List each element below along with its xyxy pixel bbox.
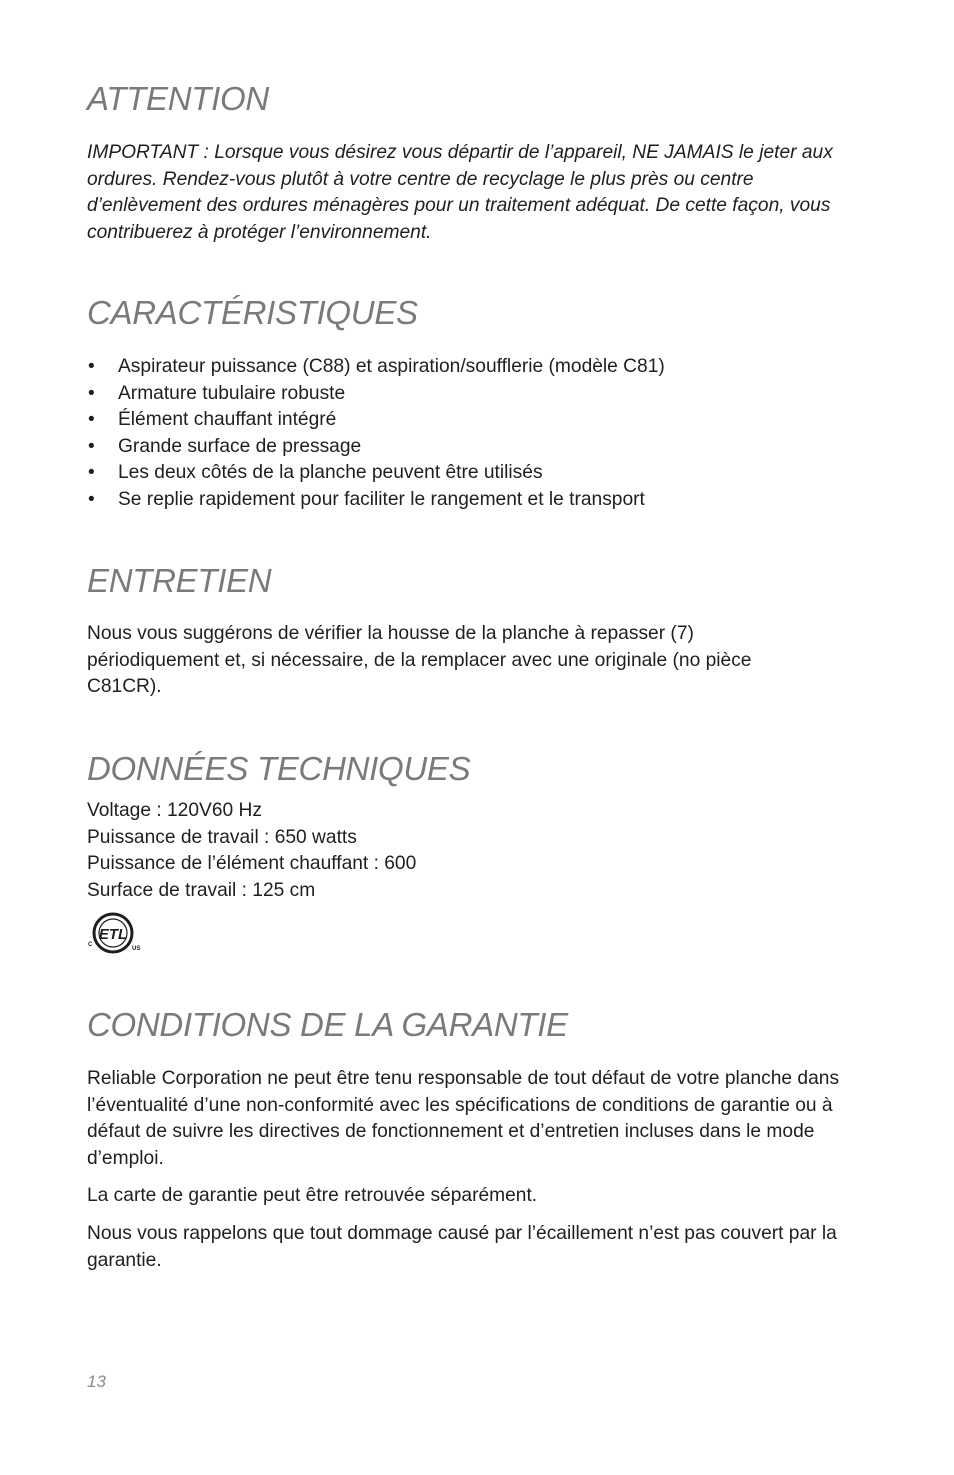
spec-heating-power: Puissance de l’élément chauffant : 600 [87,853,417,874]
list-item: • Les deux côtés de la planche peuvent être utilisés [87,460,665,487]
tech-specs [87,798,416,904]
attention-text: IMPORTANT : Lorsque vous désirez vous départir de l’appareil, NE JAMAIS le jeter aux ordures. Rendez-vous plutôt à votre centre de recyclage le plus près ou centre d’enlèvement des ordures ménagères pour un traitement adéquat. De cette façon, vous contribuerez à protéger l’environnement. [87,142,833,243]
maintenance-heading: ENTRETIEN [87,562,272,599]
bullet-icon: • [88,409,95,430]
warranty-paragraph-2: La carte de garantie peut être retrouvée séparément. [87,1185,538,1206]
list-item: • Armature tubulaire robuste [87,381,665,408]
spec-voltage: Voltage : 120V60 Hz [87,800,262,821]
warranty-heading: CONDITIONS DE LA GARANTIE [87,1006,568,1043]
list-item: • Aspirateur puissance (C88) et aspiration/soufflerie (modèle C81) [87,354,665,381]
features-list [87,354,665,513]
tech-heading: DONNÉES TECHNIQUES [87,750,471,787]
bullet-icon: • [88,382,95,404]
attention-heading: ATTENTION [87,80,269,117]
list-item: • Se replie rapidement pour faciliter le rangement et le transport [87,487,665,514]
warranty-paragraph-3: Nous vous rappelons que tout dommage causé par l’écaillement n’est pas couvert par la garantie. [87,1223,837,1271]
features-heading: CARACTÉRISTIQUES [87,294,418,331]
svg-text:ETL: ETL [98,926,128,943]
bullet-icon: • [88,462,95,483]
list-item: • Élément chauffant intégré [87,407,665,434]
maintenance-text: Nous vous suggérons de vérifier la housse de la planche à repasser (7) périodiquement et, si nécessaire, de la remplacer avec une originale (no pièce C81CR). [87,623,752,697]
svg-text:C: C [88,942,93,948]
spec-power: Puissance de travail : 650 watts [87,826,357,848]
svg-text:US: US [132,946,141,952]
page-number: 13 [87,1372,106,1391]
bullet-icon: • [88,488,95,510]
spec-surface: Surface de travail : 125 cm [87,879,316,901]
bullet-icon: • [88,356,95,377]
warranty-paragraph-1: Reliable Corporation ne peut être tenu responsable de tout défaut de votre planche dans l’éventualité d’une non-conformité avec les spécifications de conditions de garantie ou à défaut de suivre les directives de fonctionnement et d’entretien incluses dans le mode d’emploi. [87,1068,840,1169]
bullet-icon: • [88,435,95,457]
etl-logo-icon [87,910,143,956]
list-item: • Grande surface de pressage [87,434,665,461]
